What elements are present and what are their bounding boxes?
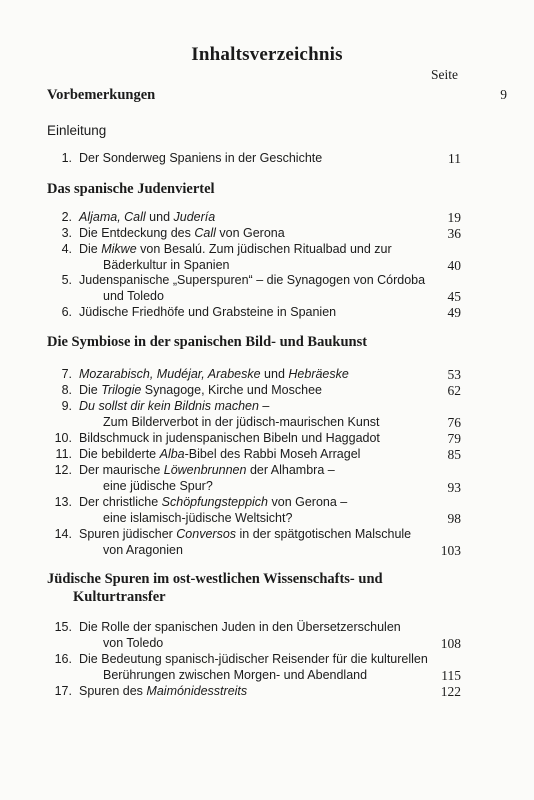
- entry-number: 3.: [61, 226, 72, 240]
- section-vorbemerkungen: [47, 87, 507, 104]
- entry-number: 1.: [61, 151, 72, 165]
- entry-number: 16.: [54, 652, 72, 666]
- entry-number: 5.: [61, 273, 72, 287]
- section-judenviertel: [47, 181, 215, 198]
- entry-text-continued: eine islamisch-jüdische Weltsicht?: [103, 510, 293, 525]
- entry-number: 2.: [61, 210, 72, 224]
- entry-text-italic: Conversos: [176, 527, 237, 541]
- entry-text: von Gerona –: [268, 495, 348, 509]
- entry-text-italic: Du sollst dir kein Bildnis machen –: [79, 399, 270, 413]
- entry-text: Synagoge, Kirche und Moschee: [141, 383, 322, 397]
- entry-text-italic: Mozarabisch, Mudéjar, Arabeske: [79, 367, 261, 381]
- entry-number: 15.: [54, 620, 72, 634]
- entry-text: Jüdische Friedhöfe und Grabsteine in Spanien: [79, 305, 337, 319]
- entry-number: 14.: [54, 527, 72, 541]
- entry-number: 4.: [61, 242, 72, 256]
- entry-text: Bildschmuck in judenspanischen Bibeln und Haggadot: [79, 431, 380, 445]
- entry-text-continued: von Aragonien: [103, 542, 183, 557]
- entry-number: 6.: [61, 305, 72, 319]
- entry-text-italic: Mikwe: [101, 242, 137, 256]
- entry-number: 17.: [54, 684, 72, 698]
- entry-text-italic: Aljama, Call: [79, 210, 146, 224]
- page-number: 122: [440, 684, 461, 699]
- entry-text: Die: [79, 242, 102, 256]
- entry-text-italic: Judería: [173, 210, 216, 224]
- entry-text-italic: Schöpfungsteppich: [161, 495, 269, 509]
- entry-text-continued: von Toledo: [103, 635, 164, 650]
- section-label: Die Symbiose in der spanischen Bild- und Baukunst: [47, 334, 368, 350]
- entry-text-italic: Hebräeske: [288, 367, 349, 381]
- entry-text: Die Bedeutung spanisch-jüdischer Reisender für die kulturellen: [79, 652, 428, 666]
- entry-text: Die: [79, 383, 102, 397]
- entry-text-italic: Trilogie: [101, 383, 142, 397]
- page-number: 49: [447, 305, 461, 320]
- page-number: 108: [440, 635, 461, 651]
- page-number: 93: [447, 480, 461, 495]
- entry-text: Die bebilderte: [79, 447, 160, 461]
- entry-text: von Gerona: [215, 226, 285, 240]
- entry-text-italic: Maimónidesstreits: [146, 684, 248, 698]
- entry-text: -Bibel des Rabbi Moseh Arragel: [184, 447, 361, 461]
- entry-text-italic: Löwenbrunnen: [163, 463, 247, 477]
- page-number: 62: [447, 383, 461, 398]
- section-label-continued: Kulturtransfer: [73, 589, 166, 605]
- entry-text-continued: Berührungen zwischen Morgen- und Abendland: [103, 667, 368, 682]
- section-einleitung: [47, 123, 106, 138]
- page-number: 11: [448, 151, 461, 166]
- entry-text: von Besalú. Zum jüdischen Ritualbad und zur: [136, 242, 392, 256]
- page-number: 76: [447, 414, 461, 430]
- entry-text-continued: Bäderkultur in Spanien: [103, 257, 230, 272]
- entry-number: 7.: [61, 367, 72, 381]
- section-label: Jüdische Spuren im ost-westlichen Wissenschafts- und: [47, 571, 383, 587]
- entry-text: Die Entdeckung des: [79, 226, 195, 240]
- entry-text-italic: Alba: [159, 447, 185, 461]
- page-number: 36: [447, 226, 461, 241]
- section-label: Einleitung: [47, 123, 107, 138]
- page-title: Inhaltsverzeichnis: [191, 44, 343, 65]
- entry-text-italic: Call: [194, 226, 216, 240]
- entry-number: 8.: [61, 383, 72, 397]
- entry-number: 11.: [55, 447, 72, 461]
- entry-number: 13.: [54, 495, 72, 509]
- entry-text: Der Sonderweg Spaniens in der Geschichte: [79, 151, 323, 165]
- entry-text: der Alhambra –: [246, 463, 335, 477]
- page-number: 85: [447, 447, 461, 462]
- entry-text: und: [260, 367, 289, 381]
- entry-text: Die Rolle der spanischen Juden in den Übersetzerschulen: [79, 620, 401, 634]
- entry-number: 12.: [54, 463, 72, 477]
- entry-number: 9.: [61, 399, 72, 413]
- section-symbiose: [47, 334, 367, 351]
- entry-text-continued: und Toledo: [103, 288, 164, 303]
- entry-text: Der christliche: [79, 495, 162, 509]
- entry-text: Spuren jüdischer: [79, 527, 177, 541]
- page-column-header: Seite: [431, 67, 458, 82]
- page-number: 19: [447, 210, 461, 225]
- section-label: Das spanische Judenviertel: [47, 181, 215, 197]
- entry-text: Judenspanische „Superspuren“ – die Synagogen von Córdoba: [79, 273, 426, 287]
- section-transfer: [47, 571, 383, 607]
- entry-text-continued: eine jüdische Spur?: [103, 478, 213, 493]
- page-number: 79: [447, 431, 461, 446]
- entry-text: in der spätgotischen Malschule: [236, 527, 412, 541]
- page-number: 40: [447, 257, 461, 273]
- entry-text-continued: Zum Bilderverbot in der jüdisch-maurischen Kunst: [103, 414, 380, 429]
- entry-number: 10.: [54, 431, 72, 445]
- page-number: 45: [447, 288, 461, 304]
- page-number: 9: [500, 87, 507, 102]
- page-number: 98: [447, 510, 461, 526]
- page-number: 115: [441, 667, 461, 683]
- entry-text: Spuren des: [79, 684, 147, 698]
- section-label: Vorbemerkungen: [47, 87, 156, 103]
- entry-text: Der maurische: [79, 463, 164, 477]
- page-number: 103: [440, 542, 461, 558]
- entry-text: und: [145, 210, 174, 224]
- page-number: 53: [447, 367, 461, 382]
